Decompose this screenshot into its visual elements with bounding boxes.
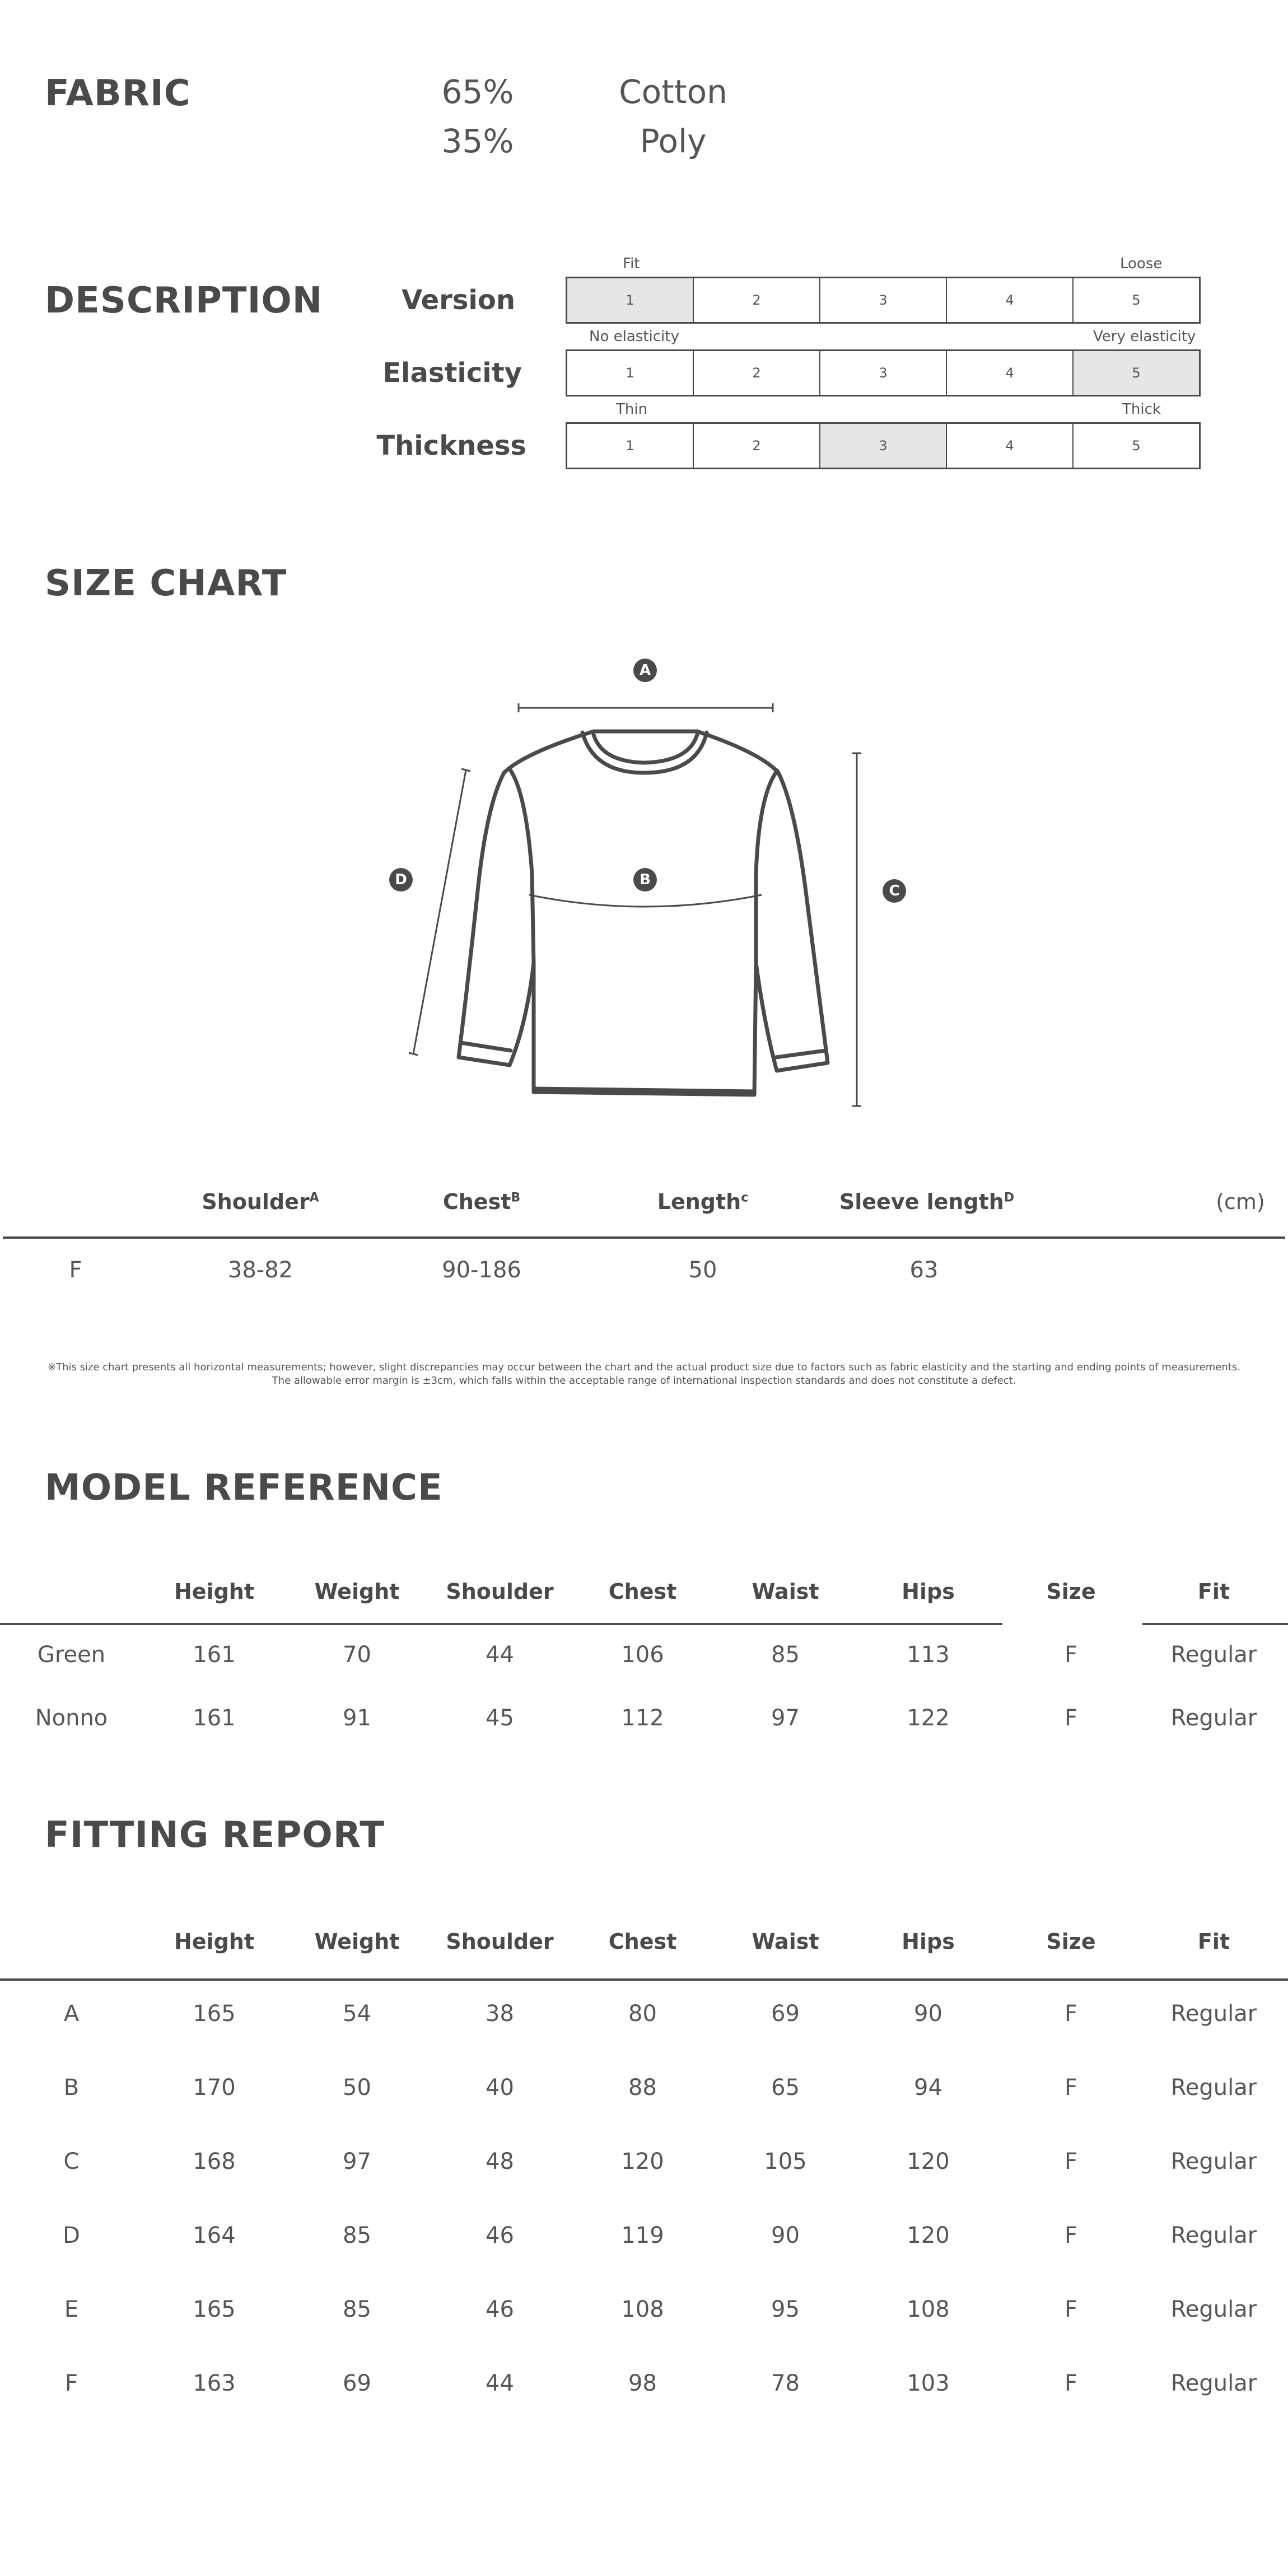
table-cell: 106 <box>621 1642 664 1668</box>
table-cell: F <box>1064 2075 1077 2101</box>
table-cell: A <box>63 2001 80 2027</box>
table-cell: 108 <box>621 2297 664 2322</box>
scale-option: 3 <box>820 278 947 322</box>
marker-b: B <box>633 868 657 892</box>
table-cell: 105 <box>764 2149 807 2174</box>
scale-right-caption: Loose <box>1120 255 1163 272</box>
scale-option: 2 <box>694 424 820 468</box>
scale-option: 2 <box>694 351 820 395</box>
table-cell: 103 <box>907 2370 950 2396</box>
table-cell: D <box>63 2223 80 2248</box>
unit-label: (cm) <box>1216 1189 1265 1214</box>
scale-option: 4 <box>947 278 1074 322</box>
sweater-diagram <box>0 0 1288 1176</box>
scale-option: 5 <box>1132 438 1141 454</box>
table-cell: 80 <box>628 2001 657 2027</box>
table-header-cell: Height <box>174 1929 255 1954</box>
header-chest: Chest$^B$ <box>442 1189 521 1214</box>
sweater-outline <box>459 731 828 1095</box>
length-cell: 50 <box>688 1257 717 1283</box>
table-header-cell: Chest <box>608 1929 677 1954</box>
scale-left-caption: Fit <box>623 255 640 272</box>
table-header-cell: Height <box>174 1579 255 1604</box>
table-cell: F <box>1064 1642 1077 1668</box>
table-cell: Regular <box>1170 2297 1257 2322</box>
table-cell: F <box>1064 1705 1077 1731</box>
table-cell: Nonno <box>35 1705 108 1731</box>
left-cuff <box>461 1043 511 1051</box>
table-cell: 119 <box>621 2223 664 2248</box>
header-shoulder: Shoulder$^A$ <box>202 1189 319 1214</box>
table-row <box>0 2001 1285 2027</box>
table-cell: 120 <box>621 2149 664 2174</box>
table-header-cell: Waist <box>752 1929 819 1954</box>
table-cell: 44 <box>486 1642 514 1668</box>
table-cell: 88 <box>628 2075 657 2101</box>
scale-option: 3 <box>820 351 947 395</box>
table-cell: 91 <box>343 1705 371 1731</box>
table-cell: 97 <box>771 1705 800 1731</box>
scale-label-elasticity: Elasticity <box>382 357 522 389</box>
shoulder-cell: 38-82 <box>227 1257 293 1283</box>
table-cell: 78 <box>771 2370 800 2396</box>
fitting-report-title: FITTING REPORT <box>45 1814 385 1856</box>
table-cell: 98 <box>628 2370 657 2396</box>
table-cell: C <box>63 2149 80 2174</box>
scale-option: 1 <box>567 278 694 322</box>
table-header-row <box>0 1579 1288 1604</box>
size-table-divider <box>3 1236 1285 1239</box>
hem <box>534 1089 754 1091</box>
marker-a: A <box>633 659 657 682</box>
table-header-cell: Weight <box>314 1579 400 1604</box>
table-header-cell: Shoulder <box>446 1929 554 1954</box>
table-cell: 168 <box>193 2149 236 2174</box>
table-cell: 165 <box>193 2297 236 2322</box>
table-header-cell: Size <box>1046 1579 1096 1604</box>
table-cell: 122 <box>907 1705 950 1731</box>
size-chart-title: SIZE CHART <box>45 563 287 604</box>
table-header-cell: Size <box>1046 1929 1096 1954</box>
table-cell: Regular <box>1170 1642 1257 1668</box>
size-cell: F <box>69 1257 82 1283</box>
table-header-cell: Fit <box>1197 1579 1230 1604</box>
scale-option: 5 <box>1132 292 1141 308</box>
table-cell: 161 <box>193 1705 236 1731</box>
table-row <box>0 2075 1285 2101</box>
table-cell: 120 <box>907 2223 950 2248</box>
fitting-table-divider <box>0 1978 1288 1981</box>
scale-option: 4 <box>947 351 1074 395</box>
header-length: Length$^c$ <box>657 1189 749 1214</box>
table-cell: 165 <box>193 2001 236 2027</box>
table-cell: 164 <box>193 2223 236 2248</box>
marker-c: C <box>883 879 906 903</box>
table-cell: Regular <box>1170 2001 1257 2027</box>
collar-outer <box>582 732 707 773</box>
size-note: ※This size chart presents all horizontal measurements; however, slight discrepancies may occur between the chart and the actual product size due to factors such as fabric elasticity and the starting and ending points of measurements. The allowable error margin is ±3cm, which falls within the acceptable range of international inspection standards and does not constitute a defect. <box>48 1361 1240 1387</box>
scale-option: 2 <box>694 278 820 322</box>
table-cell: 95 <box>771 2297 800 2322</box>
scale-right-caption: Very elasticity <box>1093 328 1196 345</box>
table-header-cell: Fit <box>1197 1929 1230 1954</box>
table-cell: 44 <box>486 2370 514 2396</box>
chest-cell: 90-186 <box>442 1257 521 1283</box>
table-cell: 69 <box>343 2370 371 2396</box>
table-header-cell: Chest <box>608 1579 677 1604</box>
marker-d: D <box>389 868 413 892</box>
scale-left-caption: No elasticity <box>589 328 679 345</box>
table-row <box>0 2149 1285 2174</box>
table-cell: 113 <box>907 1642 950 1668</box>
scale-left-caption: Thin <box>616 401 648 418</box>
scale-option: 1 <box>567 351 694 395</box>
table-cell: 69 <box>771 2001 800 2027</box>
table-header-cell: Hips <box>902 1579 955 1604</box>
table-row <box>0 1642 1285 1668</box>
table-header-cell: Weight <box>314 1929 400 1954</box>
table-cell: 50 <box>343 2075 371 2101</box>
table-cell: Regular <box>1170 1705 1257 1731</box>
table-cell: 170 <box>193 2075 236 2101</box>
right-cuff <box>776 1051 825 1057</box>
table-cell: 48 <box>486 2149 514 2174</box>
table-cell: 112 <box>621 1705 664 1731</box>
table-cell: F <box>1064 2297 1077 2322</box>
table-cell: F <box>1064 2370 1077 2396</box>
right-sleeve-seam <box>756 771 777 963</box>
table-cell: 46 <box>486 2223 514 2248</box>
collar-inner <box>594 735 697 763</box>
scale-option: 5 <box>1074 351 1199 395</box>
table-header-cell: Hips <box>902 1929 955 1954</box>
table-cell: 85 <box>343 2297 371 2322</box>
table-cell: 90 <box>771 2223 800 2248</box>
table-header-cell: Waist <box>752 1579 819 1604</box>
table-cell: 97 <box>343 2149 371 2174</box>
fitting-table <box>0 1929 1288 2396</box>
table-cell: B <box>63 2075 80 2101</box>
measure-line-b <box>529 895 762 907</box>
table-cell: 46 <box>486 2297 514 2322</box>
table-cell: 40 <box>486 2075 514 2101</box>
table-cell: 94 <box>914 2075 942 2101</box>
header-sleeve-length: Sleeve length$^D$ <box>839 1189 1015 1214</box>
table-cell: 120 <box>907 2149 950 2174</box>
table-cell: Regular <box>1170 2149 1257 2174</box>
table-row <box>0 2370 1285 2396</box>
table-cell: 54 <box>343 2001 371 2027</box>
fabric-title: FABRIC <box>45 73 191 114</box>
table-cell: E <box>64 2297 79 2322</box>
table-row <box>0 1705 1285 1731</box>
table-cell: 70 <box>343 1642 371 1668</box>
table-cell: 65 <box>771 2075 800 2101</box>
table-cell: Regular <box>1170 2075 1257 2101</box>
table-cell: 85 <box>771 1642 800 1668</box>
table-header-cell <box>0 1579 143 1604</box>
table-cell: 38 <box>486 2001 514 2027</box>
sleeve-cell: 63 <box>909 1257 939 1283</box>
scale-option: 1 <box>567 424 694 468</box>
table-cell: 108 <box>907 2297 950 2322</box>
scale-label-thickness: Thickness <box>376 430 526 461</box>
scale-option: 3 <box>820 424 947 468</box>
table-cell: 163 <box>193 2370 236 2396</box>
measure-line-d <box>413 770 466 1054</box>
model-reference-title: MODEL REFERENCE <box>45 1467 443 1509</box>
model-table-divider-right <box>1142 1623 1288 1625</box>
table-cell: Regular <box>1170 2223 1257 2248</box>
table-cell: F <box>64 2370 78 2396</box>
table-cell: 45 <box>486 1705 514 1731</box>
scale-label-version: Version <box>402 284 515 316</box>
left-sleeve-seam <box>511 771 534 963</box>
table-cell: F <box>1064 2001 1077 2027</box>
scale-option: 4 <box>947 424 1074 468</box>
table-cell: Regular <box>1170 2370 1257 2396</box>
table-header-cell <box>0 1929 143 1954</box>
table-cell: 85 <box>343 2223 371 2248</box>
scale-right-caption: Thick <box>1122 401 1161 418</box>
table-row <box>0 2297 1285 2322</box>
description-title: DESCRIPTION <box>45 280 323 321</box>
fabric-percent-1: 65% <box>441 73 514 111</box>
table-cell: F <box>1064 2223 1077 2248</box>
table-row <box>0 2223 1285 2248</box>
fabric-material-2: Poly <box>640 122 707 160</box>
table-cell: 90 <box>914 2001 942 2027</box>
table-cell: F <box>1064 2149 1077 2174</box>
model-table <box>0 1579 1288 1731</box>
table-header-cell: Shoulder <box>446 1579 554 1604</box>
fabric-material-1: Cotton <box>619 73 727 111</box>
model-table-divider <box>0 1623 1002 1625</box>
table-cell: 161 <box>193 1642 236 1668</box>
fabric-percent-2: 35% <box>441 122 514 160</box>
table-header-row <box>0 1929 1288 1954</box>
table-cell: Green <box>37 1642 106 1668</box>
